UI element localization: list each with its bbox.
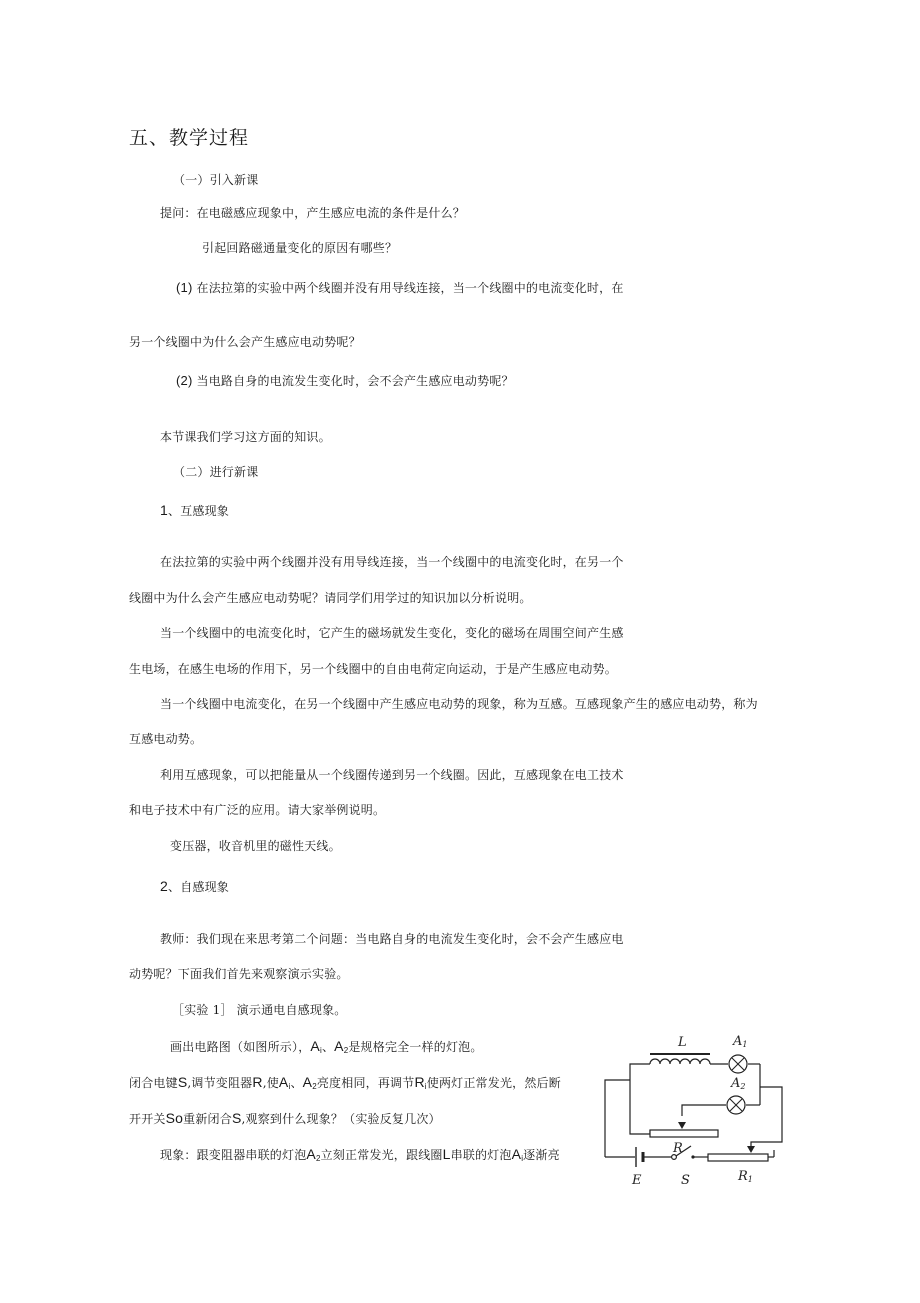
text-run: ,观察到什么现象？（实验反复几次）	[241, 1112, 441, 1126]
label-e: E	[632, 1173, 642, 1188]
wire-to-r1-slider	[751, 1087, 782, 1150]
switch-s-symbol: S	[177, 1074, 188, 1090]
lamp-a2	[727, 1096, 745, 1114]
paragraph-2b: 生电场，在感生电场的作用下，另一个线圈中的自由电荷定向运动，于是产生感应电动势。	[129, 662, 618, 676]
new-lesson-title: （二）进行新课	[173, 465, 259, 479]
symbol-subscript: i	[319, 1046, 322, 1055]
rheostat-r-symbol: R	[252, 1074, 263, 1090]
item-2-line	[176, 373, 514, 389]
circuit-wires	[605, 1064, 782, 1157]
text-run: 现象：跟变阻器串联的灯泡	[160, 1148, 307, 1162]
text-run: 、	[321, 1040, 335, 1054]
intro-title: （一）引入新课	[173, 173, 259, 187]
label-subscript: 1	[747, 1175, 753, 1184]
lamp-a1-symbol	[279, 1074, 291, 1090]
paragraph-1a: 在法拉第的实验中两个线圈并没有用导线连接，当一个线圈中的电流变化时，在另一个	[160, 555, 624, 569]
rheostat-r	[650, 1122, 718, 1137]
paragraph-2a: 当一个线圈中的电流变化时，它产生的磁场就发生变化，变化的磁场在周围空间产生感	[160, 626, 624, 640]
experiment-line-1	[170, 1038, 483, 1055]
text-run: 立刻正常发光，跟线圈	[320, 1148, 443, 1162]
symbol-letter: A	[302, 1074, 313, 1090]
text-run: 闭合电键	[129, 1076, 178, 1090]
rheostat-r1	[708, 1146, 768, 1161]
label-r1	[737, 1169, 753, 1184]
label-subscript: 1	[742, 1040, 748, 1049]
symbol-letter: A	[306, 1146, 316, 1162]
item-1-line-b: 另一个线圈中为什么会产生感应电动势呢？	[129, 335, 361, 349]
battery-e	[636, 1147, 643, 1167]
label-a2	[730, 1076, 745, 1091]
lamp-a2-symbol	[303, 1074, 317, 1090]
text-run: 、	[290, 1076, 303, 1090]
symbol-subscript: 2	[343, 1046, 349, 1055]
label-l: L	[678, 1035, 687, 1050]
paragraph-4a: 利用互感现象，可以把能量从一个线圈传递到另一个线圈。因此，互感现象在电工技术	[160, 768, 624, 782]
item-2-text: 当电路自身的电流发生变化时，会不会产生感应电动势呢？	[196, 374, 514, 388]
paragraph-6a: 教师：我们现在来思考第二个问题：当电路自身的电流发生变化时，会不会产生感应电	[160, 932, 624, 946]
question-2: 引起回路磁通量变化的原因有哪些？	[202, 241, 398, 255]
paragraph-4b: 和电子技术中有广泛的应用。请大家举例说明。	[129, 803, 386, 817]
text-run: 逐渐亮	[523, 1148, 560, 1162]
experiment-line-2	[129, 1074, 561, 1091]
paragraph-1b: 线圈中为什么会产生感应电动势呢？请同学们用学过的知识加以分析说明。	[129, 591, 532, 605]
item-1-line-a	[176, 280, 624, 296]
label-letter: R	[738, 1169, 748, 1184]
symbol-letter: R	[414, 1074, 425, 1090]
coil-l-symbol: L	[442, 1146, 451, 1162]
symbol-letter: A	[334, 1038, 344, 1054]
text-run: ,使	[262, 1076, 279, 1090]
lamp-a2-symbol	[334, 1038, 348, 1054]
label-subscript: 2	[740, 1082, 746, 1091]
label-r: R	[673, 1141, 683, 1156]
circuit-diagram	[598, 1032, 788, 1188]
question-1: 提问：在电磁感应现象中，产生感应电流的条件是什么？	[160, 206, 466, 220]
label-a1	[732, 1034, 747, 1049]
symbol-letter: A	[310, 1038, 320, 1054]
text-run: 亮度相同，再调节	[316, 1076, 415, 1090]
rheostat-r1-symbol	[414, 1074, 426, 1090]
text-run: 串联的灯泡	[450, 1148, 512, 1162]
lamp-a1-symbol	[310, 1038, 322, 1054]
paragraph-5: 变压器，收音机里的磁性天线。	[170, 839, 341, 853]
section-2-heading	[160, 878, 229, 895]
text-run: 开开关	[129, 1112, 166, 1126]
wire-left	[605, 1080, 630, 1157]
symbol-letter: A	[278, 1074, 289, 1090]
paragraph-6b: 动势呢？下面我们首先来观察演示实验。	[129, 967, 349, 981]
section-1-number: 1	[160, 502, 168, 518]
section-2-title: 、自感现象	[168, 880, 230, 894]
text-run: 是规格完全一样的灯泡。	[348, 1040, 483, 1054]
section-1-heading	[160, 502, 229, 519]
wire-branch-top	[630, 1064, 650, 1080]
experiment-title: ［实验 1］ 演示通电自感现象。	[172, 1003, 347, 1017]
wire-branch-bottom	[630, 1080, 650, 1134]
switch-s-symbol: S	[231, 1110, 242, 1126]
item-1-text: 在法拉第的实验中两个线圈并没有用导线连接，当一个线圈中的电流变化时，在	[196, 281, 624, 295]
lamp-a1	[729, 1055, 747, 1073]
item-2-number: (2)	[176, 373, 193, 388]
lesson-intro: 本节课我们学习这方面的知识。	[160, 430, 331, 444]
section-1-title: 、互感现象	[168, 504, 230, 518]
lamp-a2-symbol	[306, 1146, 320, 1162]
text-run: ,调节变阻器	[187, 1076, 253, 1090]
page-heading: 五、教学过程	[129, 127, 250, 149]
paragraph-3b: 互感电动势。	[129, 732, 203, 746]
inductor-core	[650, 1053, 710, 1055]
text-run: 重新闭合	[183, 1112, 232, 1126]
lamp-a1-symbol	[512, 1146, 524, 1162]
symbol-subscript: i	[521, 1154, 524, 1163]
symbol-subscript: i	[288, 1082, 291, 1091]
experiment-line-4	[160, 1146, 560, 1163]
symbol-letter: A	[511, 1146, 522, 1162]
experiment-line-3	[129, 1110, 441, 1127]
item-1-number: (1)	[176, 280, 193, 295]
symbol-subscript: i	[424, 1082, 427, 1091]
wire-r-slider-lamp2	[682, 1105, 726, 1116]
section-2-number: 2	[160, 878, 168, 894]
text-run: 使两灯正常发光，然后断	[426, 1076, 561, 1090]
inductor-coil	[650, 1059, 710, 1064]
label-letter: A	[731, 1076, 741, 1091]
switch-so-symbol: So	[165, 1110, 184, 1126]
paragraph-3a: 当一个线圈中电流变化，在另一个线圈中产生感应电动势的现象，称为互感。互感现象产生的感应电动势，称为	[160, 697, 758, 711]
text-run: 画出电路图（如图所示），	[170, 1040, 311, 1054]
label-s: S	[681, 1173, 690, 1188]
label-letter: A	[733, 1034, 743, 1049]
symbol-subscript: 2	[312, 1082, 317, 1091]
symbol-subscript: 2	[315, 1154, 321, 1163]
